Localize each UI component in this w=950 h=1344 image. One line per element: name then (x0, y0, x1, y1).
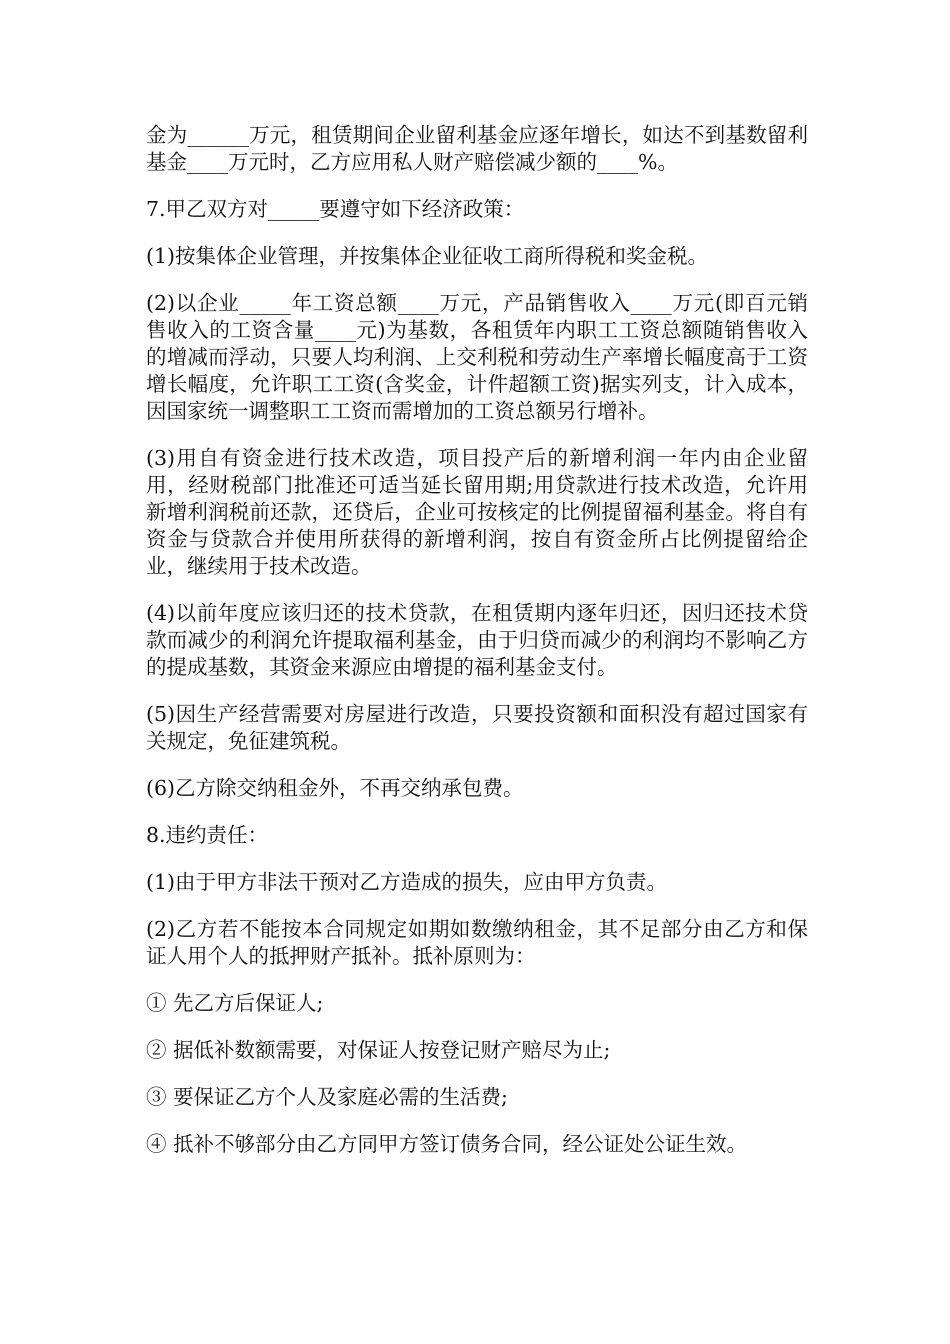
list-item-principle-3: ③ 要保证乙方个人及家庭必需的生活费; (146, 1085, 508, 1109)
paragraph-policy-4: (4)以前年度应该归还的技术贷款，在租赁期内逐年归还，因归还技术贷款而减少的利润允许提取福利基金，由于归贷而减少的利润均不影响乙方的提成基数，其资金来源应由增提的福利基金支付。 (146, 601, 808, 679)
heading-breach-liability: 8.违约责任： (146, 823, 269, 847)
paragraph-liability-1: (1)由于甲方非法干预对乙方造成的损失，应由甲方负责。 (146, 870, 668, 894)
paragraph-policy-5: (5)因生产经营需要对房屋进行改造，只要投资额和面积没有超过国家有关规定，免征建筑税。 (146, 702, 808, 753)
heading-economic-policies: 7.甲乙双方对_____要遵守如下经济政策： (146, 197, 525, 221)
paragraph-liability-2: (2)乙方若不能按本合同规定如期如数缴纳租金，其不足部分由乙方和保证人用个人的抵押财产抵补。抵补原则为： (146, 917, 808, 968)
paragraph-retained-profit-fund: 金为______万元，租赁期间企业留利基金应逐年增长，如达不到基数留利基金____万元时，乙方应用私人财产赔偿减少额的____%。 (146, 123, 808, 174)
paragraph-policy-1: (1)按集体企业管理，并按集体企业征收工商所得税和奖金税。 (146, 244, 709, 268)
paragraph-policy-2: (2)以企业_____年工资总额____万元，产品销售收入____万元(即百元销售收入的工资含量____元)为基数，各租赁年内职工工资总额随销售收入的增减而浮动，只要人均利润、上交利税和劳动生产率增长幅度高于工资增长幅度，允许职工工资(含奖金，计件超额工资)据实列支，计入成本，因国家统一调整职工工资而需增加的工资总额另行增补。 (146, 291, 808, 423)
paragraph-policy-3: (3)用自有资金进行技术改造，项目投产后的新增利润一年内由企业留用，经财税部门批准还可适当延长留用期;用贷款进行技术改造，允许用新增利润税前还款，还贷后，企业可按核定的比例提留福利基金。将自有资金与贷款合并使用所获得的新增利润，按自有资金所占比例提留给企业，继续用于技术改造。 (146, 446, 808, 578)
paragraph-policy-6: (6)乙方除交纳租金外，不再交纳承包费。 (146, 776, 524, 800)
list-item-principle-1: ① 先乙方后保证人; (146, 991, 324, 1015)
list-item-principle-4: ④ 抵补不够部分由乙方同甲方签订债务合同，经公证处公证生效。 (146, 1132, 748, 1156)
document-page (146, 122, 808, 1178)
list-item-principle-2: ② 据低补数额需要，对保证人按登记财产赔尽为止; (146, 1038, 611, 1062)
